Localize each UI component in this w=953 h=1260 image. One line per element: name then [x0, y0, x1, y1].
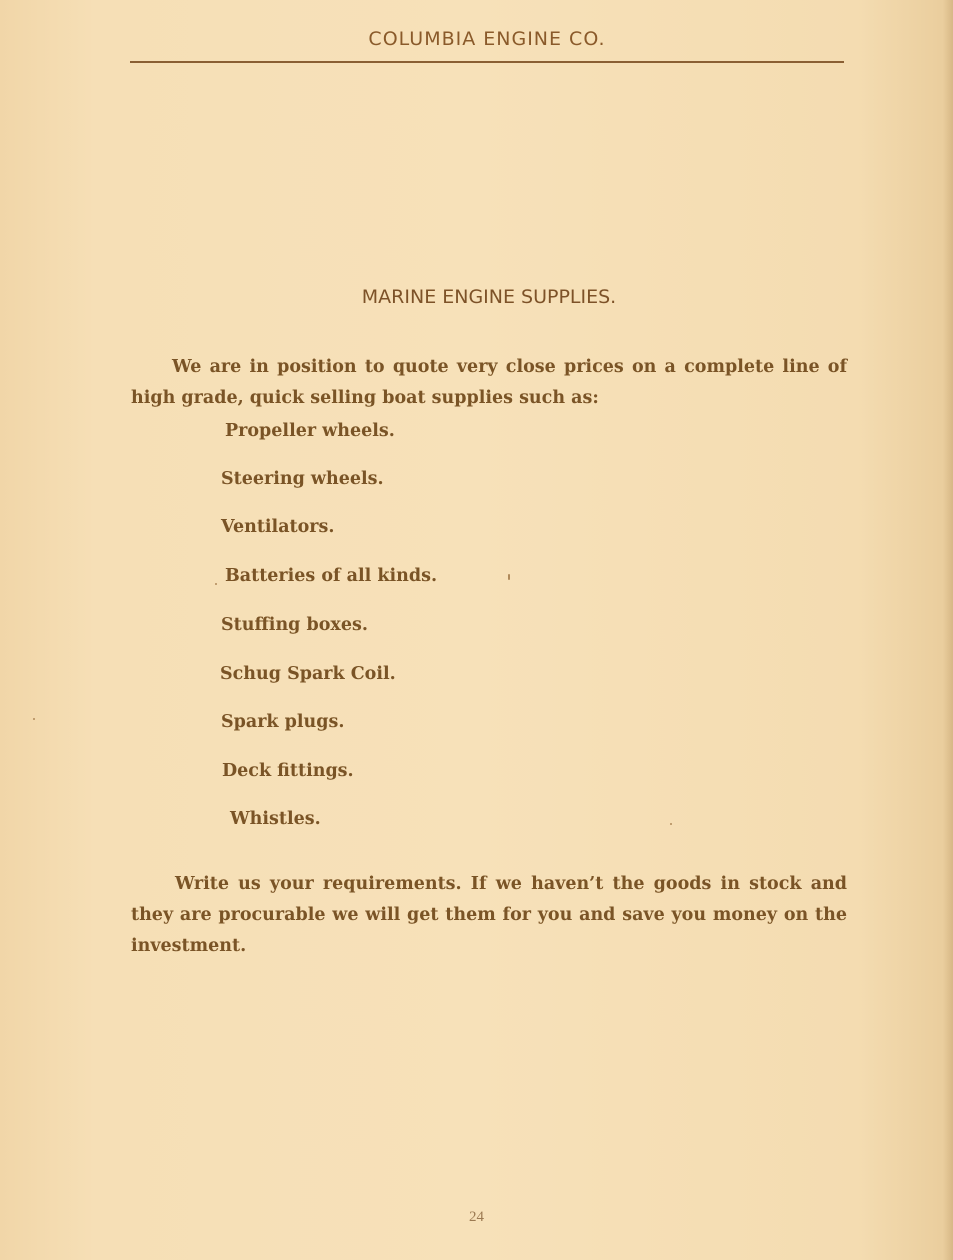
supply-item-stuffing-boxes: Stuffing boxes.	[221, 615, 368, 635]
supply-item-schug-spark-coil: Schug Spark Coil.	[220, 664, 396, 684]
running-header: COLUMBIA ENGINE CO.	[368, 28, 606, 50]
supply-item-whistles: Whistles.	[230, 809, 321, 829]
supply-item-steering-wheels: Steering wheels.	[221, 469, 384, 489]
header-rule	[130, 61, 844, 63]
supply-item-ventilators: Ventilators.	[221, 517, 335, 537]
closing-paragraph: Write us your requirements. If we haven’t the goods in stock and they are procurable we will get them for you and save you money on the investment.	[131, 873, 847, 956]
supply-item-batteries: Batteries of all kinds.	[225, 566, 438, 586]
paper-speck	[670, 823, 672, 825]
paper-speck	[215, 583, 217, 585]
intro-paragraph: We are in position to quote very close prices on a complete line of high grade, quick selling boat supplies such as:	[131, 356, 847, 408]
supply-item-propeller-wheels: Propeller wheels.	[225, 421, 395, 441]
paper-speck	[33, 718, 35, 720]
page-edge-shadow	[943, 0, 953, 1260]
page-number: 24	[469, 1209, 484, 1225]
section-title: MARINE ENGINE SUPPLIES.	[361, 286, 617, 308]
supply-item-deck-fittings: Deck fittings.	[222, 761, 354, 781]
paper-speck	[508, 574, 510, 580]
supply-item-spark-plugs: Spark plugs.	[221, 712, 345, 732]
